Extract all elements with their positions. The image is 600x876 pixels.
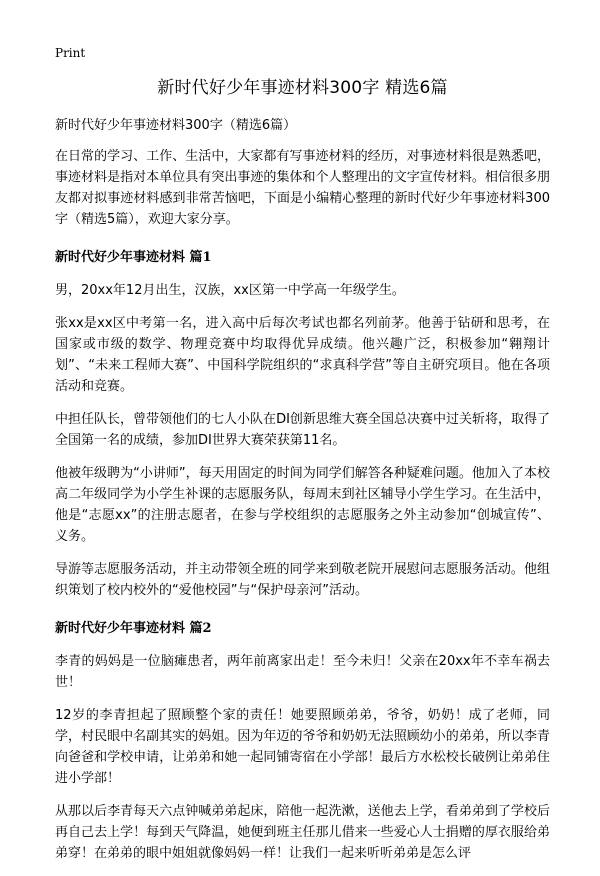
- section-1-paragraph: 张xx是xx区中考第一名，进入高中后每次考试也都名列前茅。他善于钻研和思考，在国家或市级的数学、物理竞赛中均取得优异成绩。他兴趣广泛，积极参加“翱翔计划”、“未来工程师大赛”、中国科学院组织的“求真科学营”等自主研究项目。他在各项活动和竞赛。: [55, 316, 550, 394]
- page-title: 新时代好少年事迹材料300字 精选6篇: [157, 78, 448, 98]
- print-link[interactable]: Print: [55, 46, 86, 60]
- section-1-paragraph: 导游等志愿服务活动，并主动带领全班的同学来到敬老院开展慰问志愿服务活动。他组织策划了校内校外的“爱他校园”与“保护母亲河”活动。: [55, 562, 550, 598]
- section-2-paragraph: 李青的妈妈是一位脑瘫患者，两年前离家出走！至今未归！父亲在20xx年不幸车祸去世！: [55, 654, 550, 690]
- section-2-paragraph: 12岁的李青担起了照顾整个家的责任！她要照顾弟弟，爷爷，奶奶！成了老师，同学，村民眼中名副其实的妈姐。因为年迈的爷爷和奶奶无法照顾幼小的弟弟，所以李青向爸爸和学校申请，让弟弟和她一起同铺寄宿在小学部！最后方水松校长破例让弟弟住进小学部！: [55, 708, 550, 786]
- section-1-paragraph: 他被年级聘为“小讲师”，每天用固定的时间为同学们解答各种疑难问题。他加入了本校高二年级同学为小学生补课的志愿服务队，每周末到社区辅导小学生学习。在生活中，他是“志愿xx”的注册志愿者，在参与学校组织的志愿服务之外主动参加“创城宣传”、义务。: [55, 466, 550, 544]
- intro-paragraph: 在日常的学习、工作、生活中，大家都有写事迹材料的经历，对事迹材料很是熟悉吧，事迹材料是指对本单位具有突出事迹的集体和个人整理出的文字宣传材料。相信很多朋友都对拟事迹材料感到非常苦恼吧，下面是小编精心整理的新时代好少年事迹材料300字（精选5篇），欢迎大家分享。: [55, 149, 550, 227]
- section-1-paragraph: 中担任队长，曾带领他们的七人小队在DI创新思维大赛全国总决赛中过关斩将，取得了全国第一名的成绩，参加DI世界大赛荣获第11名。: [55, 412, 550, 448]
- document-subtitle: 新时代好少年事迹材料300字（精选6篇）: [55, 118, 297, 133]
- section-1-paragraph: 男，20xx年12月出生，汉族，xx区第一中学高一年级学生。: [55, 283, 405, 298]
- section-heading-2: 新时代好少年事迹材料 篇2: [55, 621, 212, 636]
- document: [55, 75, 550, 876]
- section-2-paragraph: 从那以后李青每天六点钟喊弟弟起床，陪他一起洗漱，送他去上学，看弟弟到了学校后再自己去上学！每到天气降温，她便到班主任那儿借来一些爱心人士捐赠的厚衣服给弟弟穿！在弟弟的眼中姐姐就像妈妈一样！让我们一起来听听弟弟是怎么评: [55, 804, 550, 861]
- section-heading-1: 新时代好少年事迹材料 篇1: [55, 250, 212, 265]
